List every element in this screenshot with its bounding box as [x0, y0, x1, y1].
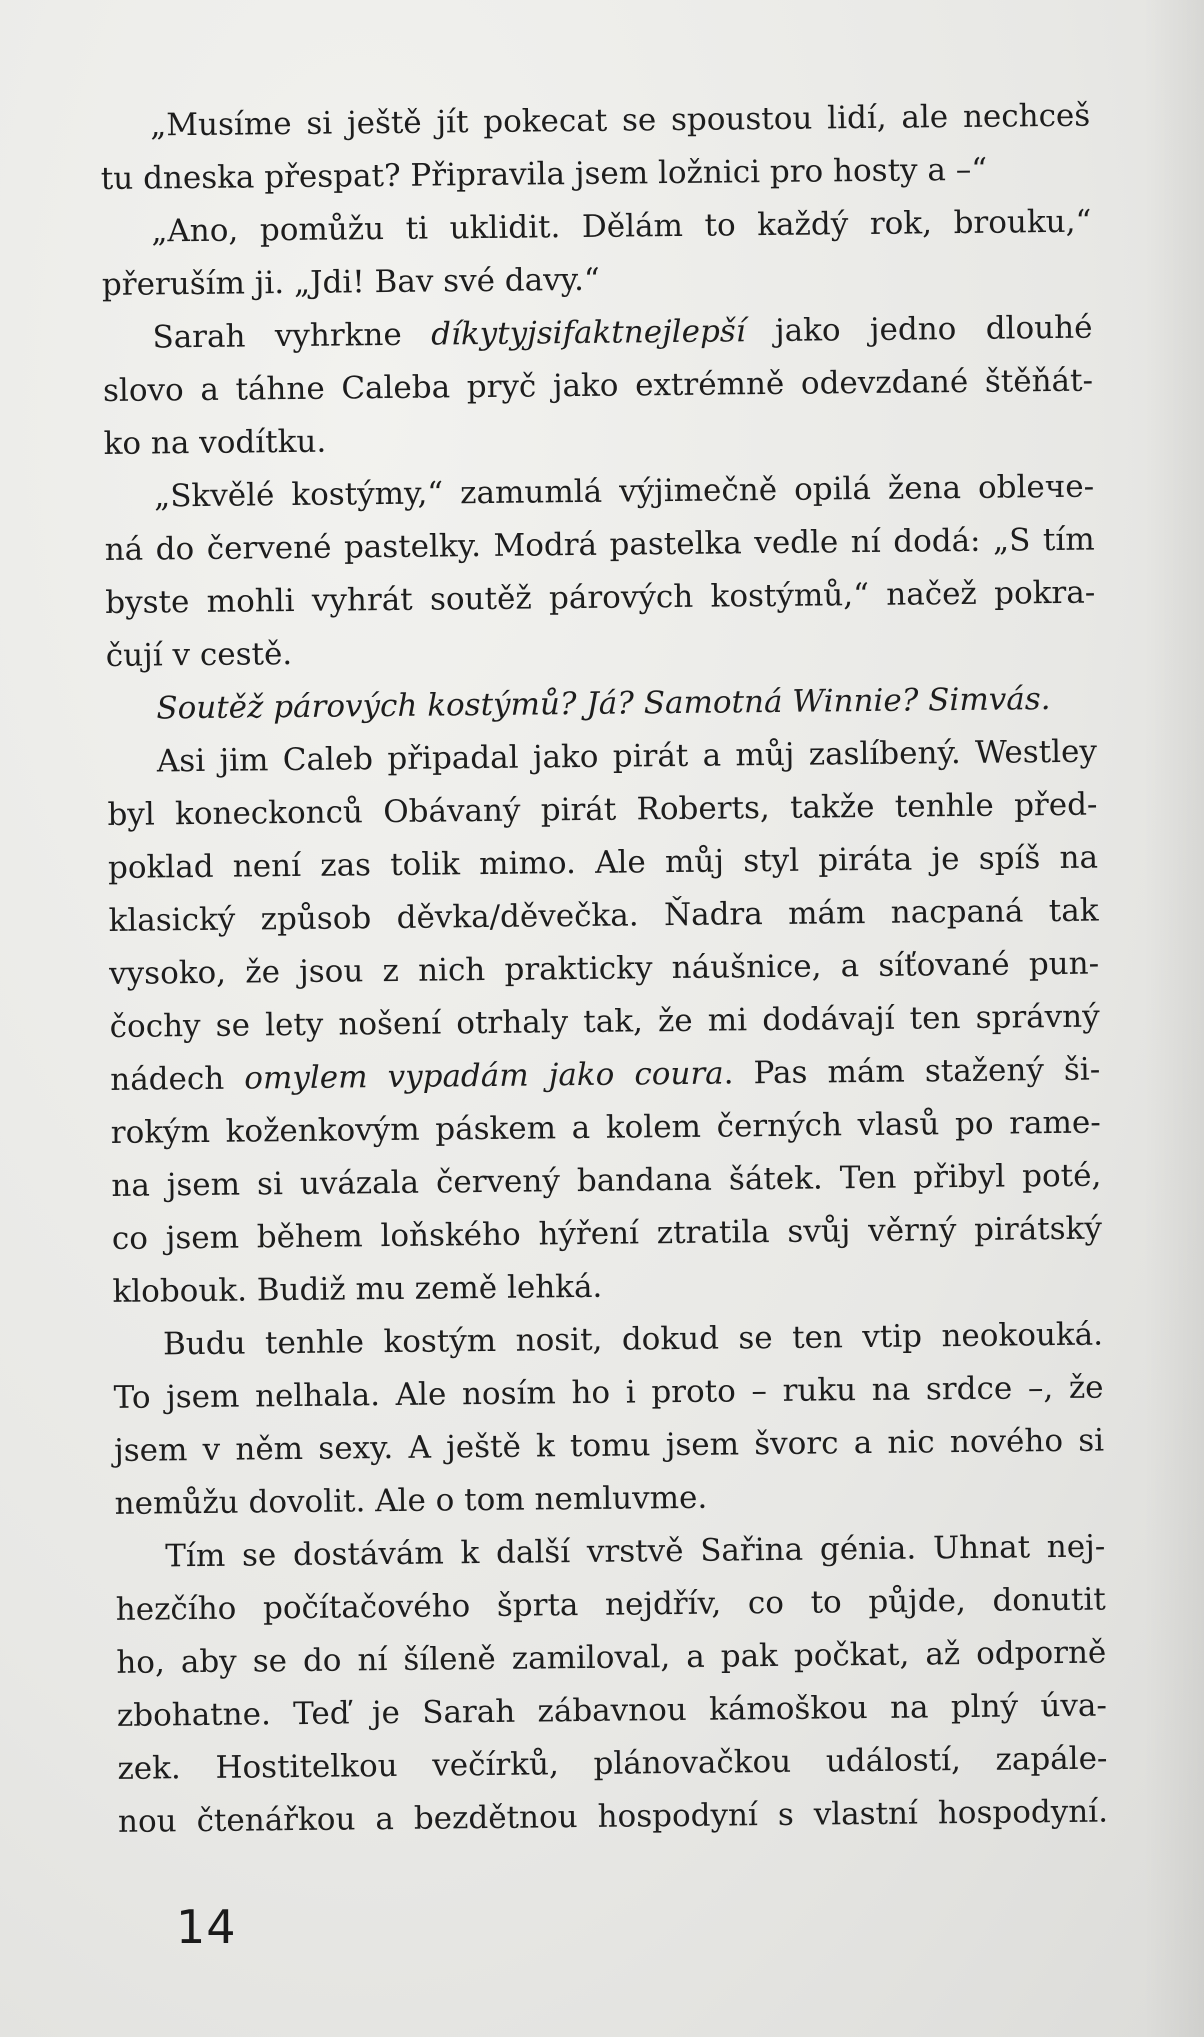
text-line: byste mohli vyhrát soutěž párových kostýmů,“ načež pokra-	[105, 574, 1096, 621]
text-line: co jsem během loňského hýření ztratila svůj věrný pirátský	[111, 1210, 1103, 1257]
text-line: čochy se lety nošení otrhaly tak, že mi dodávají ten správný	[109, 998, 1100, 1045]
text-run: Sarah vyhrkne	[152, 316, 432, 356]
text-line: „Skvělé kostýmy,“ zamumlá výjimečně opilá žena oblече-	[153, 468, 1095, 515]
text-line: rokým koženkovým páskem a kolem černých vlasů po rame-	[110, 1104, 1101, 1151]
italic-text: díkytyjsifaktnejlepší	[430, 313, 746, 353]
text-line: nemůžu dovolit. Ale o tom nemluvme.	[114, 1479, 708, 1522]
text-line: na jsem si uvázala červený bandana šátek. Ten přibyl poté,	[111, 1157, 1102, 1204]
text-line: hezčího počítačového šprta nejdřív, co to půjde, donutit	[115, 1581, 1106, 1628]
text-line: čují v cestě.	[105, 636, 293, 674]
italic-text: omylem vypadám jako coura	[244, 1055, 724, 1097]
text-line: přeruším ji. „Jdi! Bav své davy.“	[101, 261, 600, 303]
text-line: poklad není zas tolik mimo. Ale můj styl piráta je spíš na	[107, 839, 1099, 886]
text-line: zbohatne. Teď je Sarah zábavnou kámoškou na plný úva-	[116, 1687, 1108, 1734]
text-line: To jsem nelhala. Ale nosím ho i proto – ruku na srdce –, že	[113, 1369, 1104, 1416]
text-line: zek. Hostitelkou večírků, plánovačkou událostí, zapále-	[117, 1740, 1108, 1787]
text-line: byl koneckonců Obávaný pirát Roberts, takže tenhle před-	[107, 786, 1098, 833]
text-line: klasický způsob děvka/děvečka. Ňadra mám nacpaná tak	[108, 892, 1099, 939]
text-line: ko na vodítku.	[103, 423, 327, 462]
page-number: 14	[176, 1900, 237, 1954]
text-line: „Ano, pomůžu ti uklidit. Dělám to každý rok, brouku,“	[151, 203, 1092, 250]
text-line: tu dneska přespat? Připravila jsem ložnici pro hosty a –“	[100, 151, 988, 197]
text-line: klobouk. Budiž mu země lehká.	[112, 1268, 603, 1310]
text-run: jako jedno dlouhé	[745, 309, 1093, 350]
text-run: . Pas mám stažený ši-	[723, 1051, 1101, 1092]
text-line: Budu tenhle kostým nosit, dokud se ten vtip neokouká.	[162, 1316, 1104, 1363]
text-line: Tím se dostávám k další vrstvě Sařina génia. Uhnat nej-	[165, 1528, 1106, 1575]
text-line: slovo a táhne Caleba pryč jako extrémně odevzdané štěňát-	[102, 362, 1094, 409]
text-run: nádech	[110, 1060, 245, 1098]
text-line: jsem v něm sexy. A ještě k tomu jsem švorc a nic nového si	[113, 1422, 1105, 1469]
body-text	[100, 90, 1108, 1849]
text-line: nou čtenářkou a bezdětnou hospodyní s vlastní hospodyní.	[117, 1793, 1109, 1840]
text-line: ho, aby se do ní šíleně zamiloval, a pak počkat, až odporně	[116, 1634, 1107, 1681]
text-line: ná do červené pastelky. Modrá pastelka vedle ní dodá: „S tím	[104, 521, 1095, 568]
text-line: vysoko, že jsou z nich prakticky náušnice, a síťované pun-	[108, 945, 1100, 992]
text-line: „Musíme si ještě jít pokecat se spoustou lidí, ale nechceš	[150, 97, 1091, 144]
text-line: Asi jim Caleb připadal jako pirát a můj zaslíbený. Westley	[156, 733, 1098, 780]
italic-text: Soutěž párových kostýmů? Já? Samotná Winnie? Simvás.	[156, 681, 1051, 727]
